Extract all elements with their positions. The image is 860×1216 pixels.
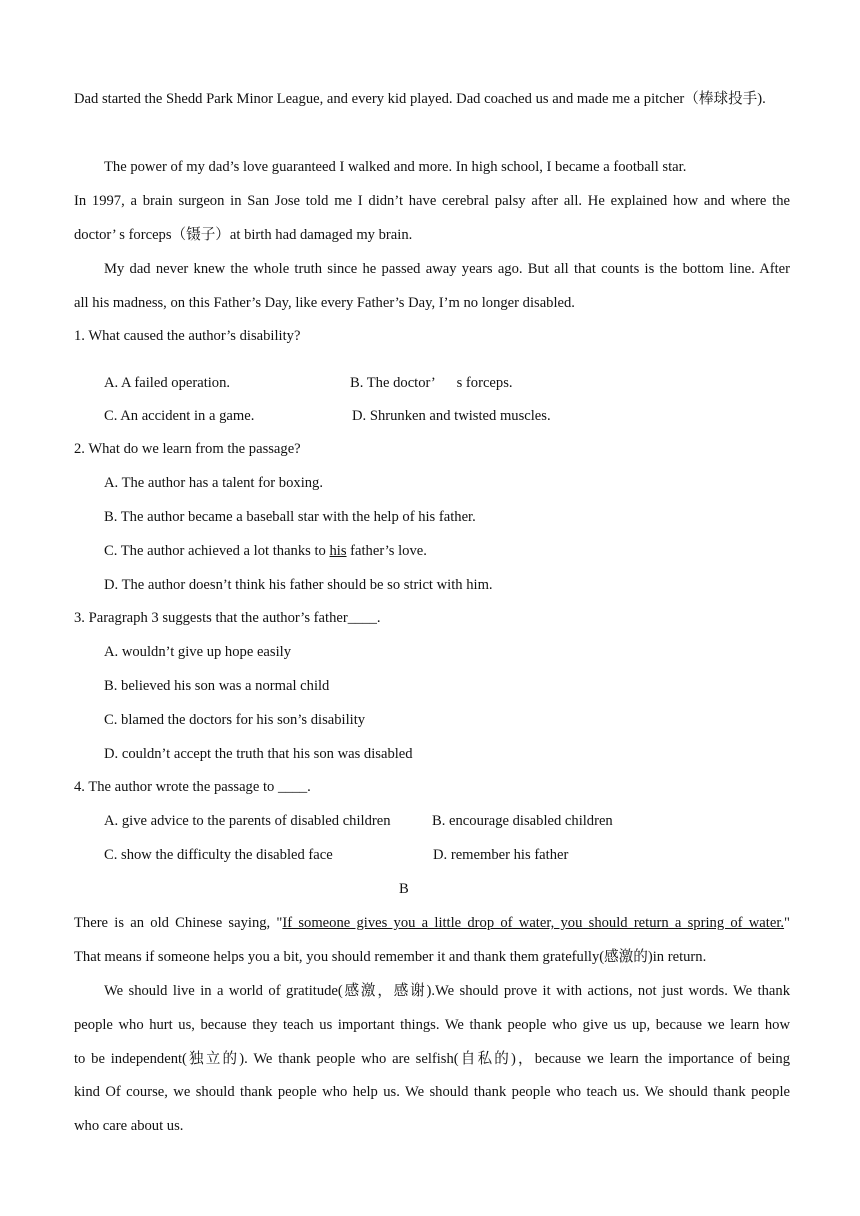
passage-a-line-3: In 1997, a brain surgeon in San Jose told me I didn’t have cerebral palsy after all. He explained how and where the <box>74 193 790 209</box>
question-3-option-d: D. couldn’t accept the truth that his son was disabled <box>104 746 413 762</box>
question-3-option-c: C. blamed the doctors for his son’s disability <box>104 712 366 728</box>
passage-b-saying: If someone gives you a little drop of water, you should return a spring of water. <box>282 915 785 931</box>
question-1-option-a: A. A failed operation. <box>104 375 231 391</box>
question-2-option-c-underlined: his <box>329 543 347 559</box>
passage-a-line-1: Dad started the Shedd Park Minor League, and every kid played. Dad coached us and made me a pitcher（棒球投手). <box>74 91 766 107</box>
passage-a-line-5: My dad never knew the whole truth since he passed away years ago. But all that counts is the bottom line. After <box>104 261 790 277</box>
question-2-option-c-pre: C. The author achieved a lot thanks to <box>104 543 330 559</box>
question-3-option-b: B. believed his son was a normal child <box>104 678 330 694</box>
passage-b-line-3: We should live in a world of gratitude(感激，感谢).We should prove it with actions, not just words. We thank <box>104 983 790 999</box>
question-2-option-a: A. The author has a talent for boxing. <box>104 475 323 491</box>
question-4-option-a: A. give advice to the parents of disabled children <box>104 813 391 829</box>
passage-a-line-4: doctor’ s forceps（镊子）at birth had damaged my brain. <box>74 227 413 243</box>
passage-b-line-7: who care about us. <box>74 1118 184 1134</box>
passage-a-line-2: The power of my dad’s love guaranteed I walked and more. In high school, I became a football star. <box>104 159 687 175</box>
section-heading-b: B <box>399 881 409 897</box>
question-4-option-d: D. remember his father <box>433 847 569 863</box>
question-1-option-d: D. Shrunken and twisted muscles. <box>352 408 551 424</box>
question-4-stem: 4. The author wrote the passage to ____. <box>74 779 311 795</box>
question-1-option-c: C. An accident in a game. <box>104 408 255 424</box>
passage-b-line-1 <box>74 913 790 933</box>
question-3-stem: 3. Paragraph 3 suggests that the author’s father____. <box>74 610 381 626</box>
question-3-option-a: A. wouldn’t give up hope easily <box>104 644 291 660</box>
question-1-stem: 1. What caused the author’s disability? <box>74 328 301 344</box>
question-2-option-b: B. The author became a baseball star with the help of his father. <box>104 509 476 525</box>
question-4-option-b: B. encourage disabled children <box>432 813 613 829</box>
passage-b-line-1-pre: There is an old Chinese saying, " <box>74 915 283 931</box>
question-2-option-c <box>104 541 427 561</box>
passage-a-line-6: all his madness, on this Father’s Day, like every Father’s Day, I’m no longer disabled. <box>74 295 575 311</box>
passage-b-line-4: people who hurt us, because they teach us important things. We thank people who give us up, because we learn how <box>74 1017 790 1033</box>
passage-b-line-2: That means if someone helps you a bit, you should remember it and thank them gratefully(感激的)in return. <box>74 949 707 965</box>
question-2-option-c-post: father’s love. <box>346 543 427 559</box>
question-4-option-c: C. show the difficulty the disabled face <box>104 847 333 863</box>
question-2-stem: 2. What do we learn from the passage? <box>74 441 301 457</box>
passage-b-line-6: kind Of course, we should thank people who help us. We should thank people who teach us. We should thank people <box>74 1084 790 1100</box>
question-2-option-d: D. The author doesn’t think his father should be so strict with him. <box>104 577 493 593</box>
question-1-option-b: B. The doctor’ s forceps. <box>350 375 513 391</box>
passage-b-line-1-post: " <box>784 915 790 931</box>
passage-b-line-5: to be independent(独立的). We thank people who are selfish(自私的)，because we learn the importance of being <box>74 1051 790 1067</box>
